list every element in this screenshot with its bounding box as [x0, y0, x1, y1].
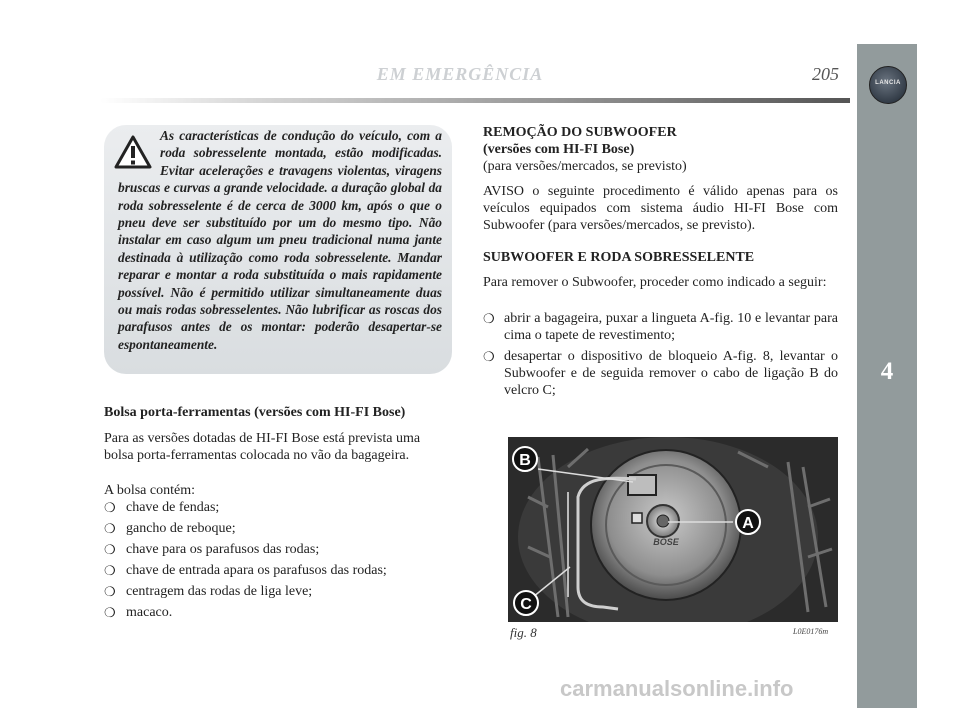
header-title: EM EMERGÊNCIA	[376, 64, 544, 84]
subwoofer-subtitle: (para versões/mercados, se previsto)	[483, 159, 687, 174]
svg-text:C: C	[520, 596, 532, 613]
tool-bag-paragraph: Para as versões dotadas de HI-FI Bose está prevista uma bolsa porta-ferramentas colocada no vão da bagageira.	[104, 431, 421, 463]
warning-text: As características de condução do veículo, com a roda sobresselente montada, estão modificadas. Evitar acelerações e travagens violentas, viragens bruscas e curvas a grande velocidade. a duração global da roda sobresselente é de cerca de 3000 km, após o que o pneu deve ser substituído por um do mesmo tipo. Não instalar em caso algum um pneu tradicional numa jante destinada à utilização como roda sobresselente. Mandar reparar e montar a roda substituída o mais rapidamente possível. Não é permitido utilizar simultaneamente duas ou mais rodas sobresselentes. Não lubrificar as roscas dos parafusos antes de os montar: poderão desapertar-se espontaneamente.	[118, 128, 442, 352]
aviso-paragraph: AVISO o seguinte procedimento é válido apenas para os veículos equipados com sistema áudio HI-FI Bose com Subwoofer (para versões/mercados, se previsto).	[483, 184, 838, 233]
watermark: carmanualsonline.info	[560, 676, 794, 701]
list-item: ❍ gancho de reboque;	[104, 521, 236, 536]
list-item: ❍ macaco.	[104, 605, 173, 620]
figure-caption: fig. 8	[510, 625, 537, 640]
section-title-tool-bag: Bolsa porta-ferramentas (versões com HI-FI Bose)	[104, 405, 406, 420]
lancia-logo: LANCIA	[869, 66, 907, 104]
header-rule	[100, 98, 850, 103]
list-item: ❍ chave para os parafusos das rodas;	[104, 542, 320, 557]
subwoofer-figure	[508, 437, 838, 622]
svg-text:A: A	[742, 515, 754, 532]
list-item: ❍ desapertar o dispositivo de bloqueio A-fig. 8, levantar o Subwoofer e de seguida remover o cabo de ligação B do velcro C;	[483, 349, 838, 398]
subwoofer-intro: Para remover o Subwoofer, proceder como indicado a seguir:	[483, 275, 827, 290]
svg-text:BOSE: BOSE	[653, 537, 679, 547]
subwoofer-title: REMOÇÃO DO SUBWOOFER (versões com HI-FI Bose)	[483, 125, 677, 157]
page-number: 205	[812, 64, 839, 84]
chapter-number: 4	[880, 358, 894, 385]
list-item: ❍ chave de entrada apara os parafusos das rodas;	[104, 563, 387, 578]
subwoofer-steps	[483, 310, 838, 399]
list-item: ❍ chave de fendas;	[104, 500, 220, 515]
section-title-subwoofer: SUBWOOFER E RODA SOBRESSELENTE	[483, 250, 755, 265]
figure-code: L0E0176m	[793, 627, 829, 636]
svg-text:B: B	[519, 452, 531, 469]
list-item: ❍ centragem das rodas de liga leve;	[104, 584, 313, 599]
list-item: ❍ abrir a bagageira, puxar a lingueta A-fig. 10 e levantar para cima o tapete de revestimento;	[483, 311, 838, 343]
tool-bag-list	[104, 499, 454, 621]
tool-bag-contents-intro: A bolsa contém:	[104, 483, 195, 498]
